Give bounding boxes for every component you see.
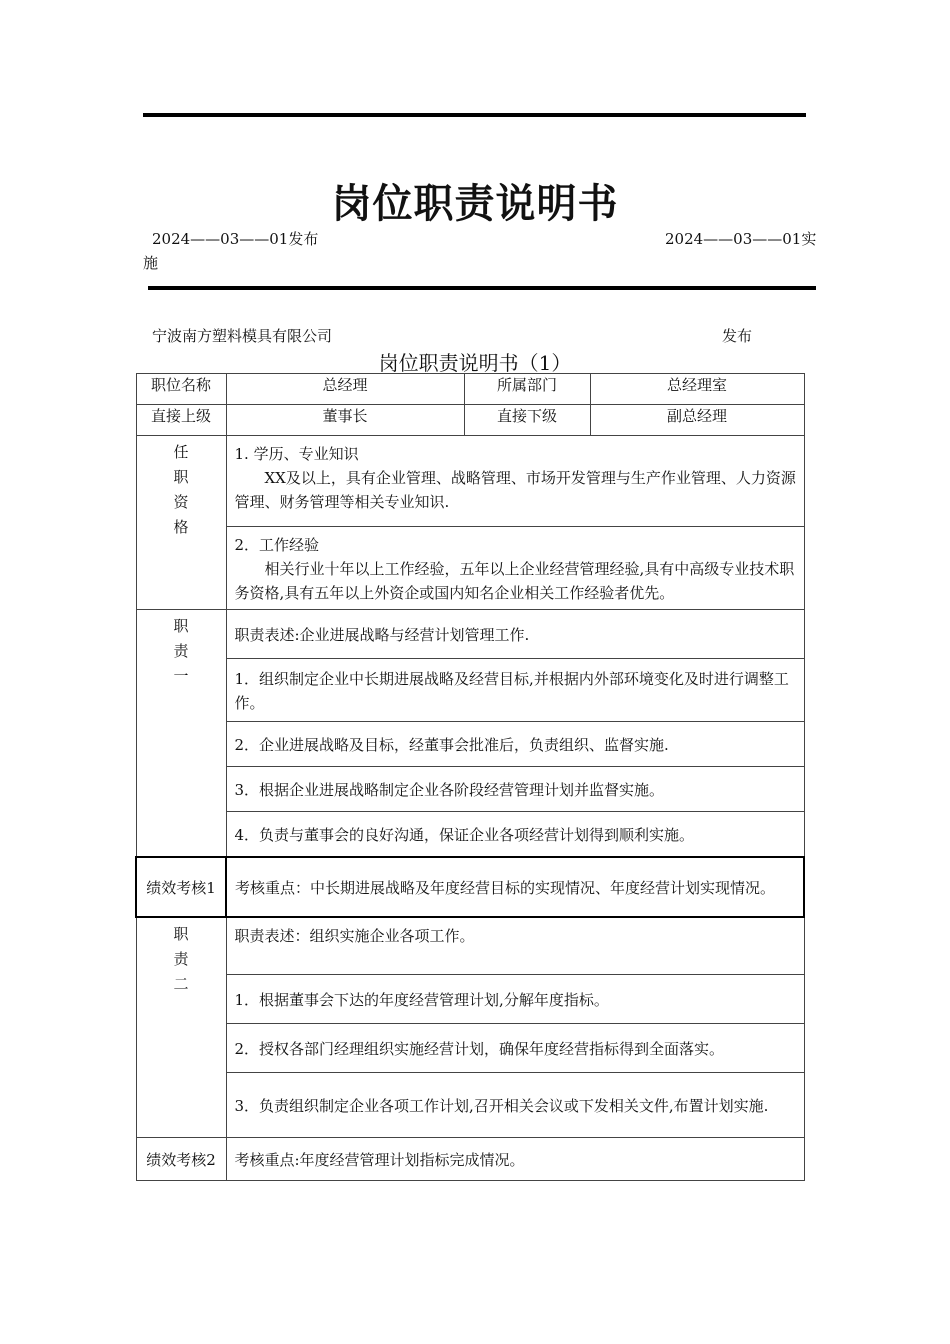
experience-text: 相关行业十年以上工作经验，五年以上企业经营管理经验,具有中高级专业技术职务资格,具有五年以上外资企或国内知名企业相关工作经验者优先。 [234,560,795,602]
subordinate-label: 直接下级 [464,405,590,436]
table-row [136,857,804,917]
department-label: 所属部门 [464,374,590,405]
job-description-table [135,373,805,1181]
superior-value: 董事长 [226,405,464,436]
superior-label: 直接上级 [136,405,226,436]
duty2-item-1: 1．根据董事会下达的年度经营管理计划,分解年度指标。 [226,975,804,1024]
kpi1-label: 绩效考核1 [136,857,226,917]
table-row [136,722,804,767]
top-rule [143,113,806,117]
kpi2-label: 绩效考核2 [136,1138,226,1181]
table-row [136,767,804,812]
duty1-item-2: 2．企业进展战略及目标，经董事会批准后，负责组织、监督实施. [226,722,804,767]
table-row [136,610,804,659]
page-title: 岗位职责说明书 [331,180,619,227]
experience-title: 2．工作经验 [234,536,320,554]
table-row [136,917,804,975]
duty2-item-2: 2．授权各部门经理组织实施经营计划，确保年度经营指标得到全面落实。 [226,1024,804,1073]
subordinate-value: 副总经理 [590,405,804,436]
table-row [136,975,804,1024]
position-name-value: 总经理 [226,374,464,405]
header-rule [148,286,816,290]
publish-label: 发布 [722,327,753,345]
duty1-item-3: 3．根据企业进展战略制定企业各阶段经营管理计划并监督实施。 [226,767,804,812]
qualification-label: 任 职 资 格 [136,436,226,610]
table-row [136,812,804,858]
table-row [136,1073,804,1138]
table-row [136,659,804,722]
effective-date-wrap: 施 [143,254,159,272]
table-row [136,374,804,405]
experience-cell [226,527,804,610]
position-name-label: 职位名称 [136,374,226,405]
duty1-item-4: 4．负责与董事会的良好沟通，保证企业各项经营计划得到顺利实施。 [226,812,804,858]
education-cell [226,436,804,527]
education-text: XX及以上，具有企业管理、战略管理、市场开发管理与生产作业管理、人力资源管理、财务管理等相关专业知识. [234,469,796,511]
education-title: 1. 学历、专业知识 [234,445,359,463]
document-title: 岗位职责说明书（1） [378,351,572,375]
duty2-item-3: 3．负责组织制定企业各项工作计划,召开相关会议或下发相关文件,布置计划实施. [226,1073,804,1138]
duty1-item-1: 1．组织制定企业中长期进展战略及经营目标,并根据内外部环境变化及时进行调整工作。 [226,659,804,722]
company-name: 宁波南方塑料模具有限公司 [152,327,333,345]
kpi2-text: 考核重点:年度经营管理计划指标完成情况。 [226,1138,804,1181]
department-value: 总经理室 [590,374,804,405]
duty1-summary: 职责表述:企业进展战略与经营计划管理工作. [226,610,804,659]
duty2-summary: 职责表述：组织实施企业各项工作。 [226,917,804,975]
table-row [136,1138,804,1181]
table-row [136,1024,804,1073]
kpi1-text: 考核重点：中长期进展战略及年度经营目标的实现情况、年度经营计划实现情况。 [226,857,804,917]
effective-date: 2024——03——01实 [665,230,817,248]
table-row [136,527,804,610]
duty1-label: 职 责 一 [136,610,226,858]
publish-date: 2024——03——01发布 [152,230,319,248]
table-row [136,436,804,527]
duty2-label: 职 责 二 [136,917,226,1138]
table-row [136,405,804,436]
